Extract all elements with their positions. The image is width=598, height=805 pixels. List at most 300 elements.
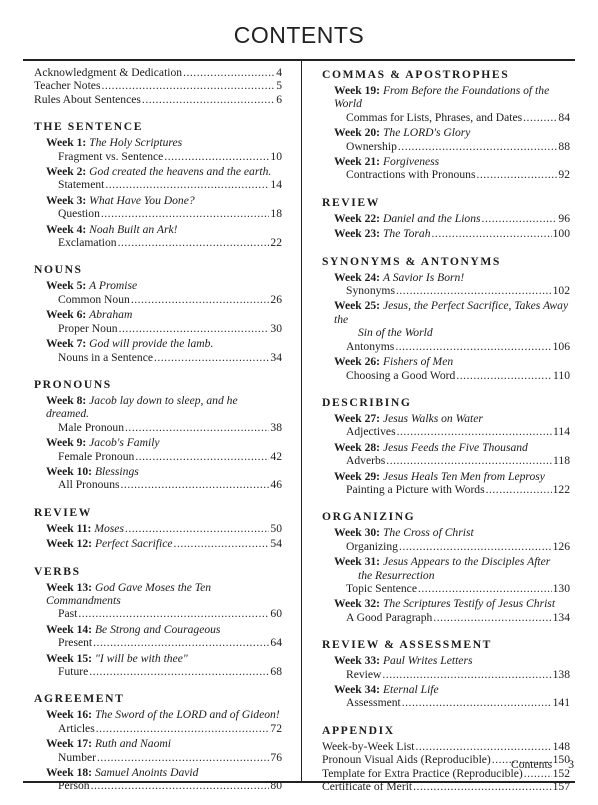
appendix-text: Week-by-Week List [322,739,415,753]
week-line [322,212,570,225]
lesson-text: Commas for Lists, Phrases, and Dates [346,110,523,124]
dot-leader [101,207,270,220]
lesson-text: Number [58,750,96,764]
dot-leader [413,780,551,793]
week-entry [34,337,282,364]
lesson-entry [322,582,570,595]
week-title: Jacob's Family [89,436,160,450]
week-label: Week 2: [46,165,87,179]
page-ref: 92 [558,168,570,182]
front-entry [34,93,282,106]
dot-leader [397,425,552,438]
week-title-line2: the Resurrection [358,568,435,582]
lesson-entry [322,425,570,438]
page-ref: 38 [270,420,282,434]
lesson-entry [322,454,570,467]
lesson-text: All Pronouns [58,478,120,492]
dot-leader [93,636,269,649]
lesson-text: Ownership [346,139,397,153]
lesson-text: Contractions with Pronouns [346,168,476,182]
dot-leader [105,178,269,191]
toc-section [34,118,282,249]
toc-section [322,253,570,382]
week-header [334,212,481,225]
lesson-entry [322,340,570,353]
page-ref: 54 [270,537,282,551]
week-label: Week 20: [334,126,381,140]
week-header [322,683,570,696]
week-header [34,465,282,478]
footer-label: Contents [510,758,553,771]
week-label: Week 30: [334,526,381,540]
week-entry [34,165,282,192]
week-title: God Gave Moses the Ten Commandments [46,580,212,607]
page-ref: 22 [270,236,282,250]
week-label: Week 29: [334,469,381,483]
week-label: Week 14: [46,622,93,636]
lesson-text: Articles [58,721,95,735]
week-title: Jesus Feeds the Five Thousand [382,440,528,454]
toc-section [34,504,282,551]
page-ref: 141 [552,696,570,710]
dot-leader [183,66,275,79]
page-ref: 30 [270,321,282,335]
week-entry [322,212,570,225]
week-label: Week 27: [334,411,381,425]
week-title: Be Strong and Courageous [94,622,221,636]
week-header [46,522,124,535]
lesson-entry [322,284,570,297]
week-title: Abraham [89,308,133,322]
week-line [322,227,570,240]
page-ref: 46 [270,478,282,492]
dot-leader [89,665,269,678]
dot-leader [97,751,269,764]
page-ref: 100 [552,227,570,241]
week-title: Jesus Walks on Water [382,411,483,425]
lesson-text: Proper Noun [58,321,118,335]
week-title: A Savior Is Born! [382,270,465,284]
appendix-text: Template for Extra Practice (Reproducible) [322,766,523,780]
week-line [34,537,282,550]
lesson-entry [34,636,282,649]
page-ref: 106 [552,339,570,353]
week-label: Week 3: [46,193,87,207]
lesson-text: Female Pronoun [58,449,135,463]
lesson-text: Adjectives [346,425,396,439]
dot-leader [154,351,269,364]
week-label: Week 8: [46,393,87,407]
appendix-text: Certificate of Merit [322,780,413,794]
toc-section [322,66,570,182]
toc-section [34,690,282,792]
week-header [34,337,282,350]
dot-leader [396,284,552,297]
week-title: Eternal Life [382,683,439,696]
lesson-entry [34,722,282,735]
page-ref: 68 [270,665,282,678]
dot-leader [101,79,275,92]
section-heading: NOUNS [34,263,83,277]
week-header [34,308,282,321]
toc-section [322,394,570,496]
page-ref: 134 [552,610,570,624]
week-header [322,412,570,425]
toc-section [34,261,282,363]
page-ref: 6 [276,92,282,106]
week-entry [34,766,282,793]
week-label: Week 5: [46,279,87,293]
lesson-text: Exclamation [58,236,117,250]
week-header [34,394,282,421]
week-header [34,136,282,149]
lesson-text: Past [58,607,78,621]
page-title: CONTENTS [233,22,365,48]
week-title: Jesus Appears to the Disciples After [382,555,551,569]
dot-leader [402,696,552,709]
week-header [34,223,282,236]
page-ref: 14 [270,178,282,192]
toc-section [34,376,282,492]
week-entry [34,522,282,535]
week-title: Paul Writes Letters [382,654,473,668]
week-title: What Have You Done? [89,193,195,207]
page-ref: 152 [552,766,570,780]
page-ref: 148 [552,739,570,753]
section-heading: REVIEW [34,505,92,519]
lesson-text: Topic Sentence [346,581,417,595]
section-heading: AGREEMENT [34,692,125,706]
week-label: Week 24: [334,270,381,284]
week-header [34,165,282,178]
lesson-entry [322,611,570,624]
week-title: The Sword of the LORD and of Gideon! [94,708,280,722]
section-heading: REVIEW [322,195,380,209]
week-title: The Holy Scriptures [89,136,183,150]
lesson-entry [34,207,282,220]
top-rule [23,59,575,61]
week-entry [322,227,570,240]
page-ref: 122 [552,482,570,496]
section-heading: VERBS [34,564,81,578]
page-ref: 110 [553,368,570,382]
lesson-text: Statement [58,178,105,192]
week-entry [34,465,282,492]
lesson-entry [322,111,570,124]
dot-leader [476,168,557,181]
dot-leader [121,478,270,491]
lesson-entry [34,178,282,191]
week-label: Week 33: [334,654,381,668]
week-title: Jacob lay down to sleep, and he dreamed. [46,393,238,421]
front-text: Teacher Notes [34,79,101,93]
week-entry [34,737,282,764]
toc-section [322,508,570,624]
week-label: Week 32: [334,597,381,611]
lesson-entry [322,140,570,153]
week-entry [322,683,570,710]
week-entry [322,84,570,124]
page-ref: 88 [558,139,570,153]
week-entry [34,308,282,335]
dot-leader [433,611,551,624]
dot-leader [78,607,269,620]
dot-leader [386,454,552,467]
lesson-text: Choosing a Good Word [346,368,456,382]
section-heading: THE SENTENCE [34,120,144,134]
lesson-entry [322,696,570,709]
week-title: God will provide the lamb. [89,337,214,351]
lesson-entry [34,421,282,434]
toc-section [322,194,570,241]
dot-leader [482,212,558,225]
week-title: Perfect Sacrifice [94,537,173,551]
lesson-text: Nouns in a Sentence [58,350,153,364]
week-title: The Cross of Christ [382,526,474,540]
week-title: The LORD's Glory [382,126,471,140]
dot-leader [418,582,552,595]
dot-leader [131,293,270,306]
dot-leader [164,150,269,163]
page-ref: 80 [270,779,282,793]
week-header [46,537,173,550]
week-title: Moses [94,521,124,535]
week-entry [34,136,282,163]
week-entry [322,126,570,153]
page-ref: 126 [552,539,570,553]
week-header [34,708,282,721]
week-entry [322,155,570,182]
lesson-entry [34,351,282,364]
week-header [322,470,570,483]
week-entry [322,654,570,681]
page-ref: 5 [276,79,282,93]
page-ref: 4 [276,66,282,79]
appendix-entry [322,740,570,753]
lesson-entry [34,665,282,678]
lesson-text: Assessment [346,696,401,710]
section-heading: ORGANIZING [322,510,416,524]
week-header [322,355,570,368]
week-label: Week 31: [334,555,381,569]
appendix-entry [322,780,570,793]
lesson-text: Future [58,665,89,678]
week-title: Jesus Heals Ten Men from Leprosy [382,469,545,483]
week-label: Week 9: [46,436,87,450]
week-header [322,597,570,610]
week-title: Ruth and Naomi [94,737,171,751]
section-heading: DESCRIBING [322,395,412,409]
page-ref: 64 [270,636,282,650]
week-entry [322,526,570,553]
week-entry [322,555,570,595]
lesson-entry [322,540,570,553]
dot-leader [91,779,270,792]
week-label: Week 17: [46,737,93,751]
dot-leader [142,93,275,106]
week-header [322,526,570,539]
front-entry [34,66,282,79]
page-ref: 18 [270,207,282,221]
week-label: Week 34: [334,683,381,696]
week-title: Fishers of Men [382,355,454,369]
week-label: Week 21: [334,155,381,169]
week-entry [34,581,282,621]
week-title: Samuel Anoints David [94,766,199,780]
week-header [322,126,570,139]
dot-leader [135,450,269,463]
page-footer [511,758,574,771]
week-label: Week 6: [46,308,87,322]
dot-leader [118,236,270,249]
week-title: Noah Built an Ark! [89,222,178,236]
lesson-text: Common Noun [58,292,130,306]
week-label: Week 16: [46,708,93,722]
week-header [334,227,431,240]
dot-leader [523,111,557,124]
lesson-text: Review [346,667,382,681]
dot-leader [382,668,551,681]
week-header [34,766,282,779]
dot-leader [119,322,270,335]
dot-leader [486,483,552,496]
week-label: Week 1: [46,136,87,150]
week-entry [34,279,282,306]
dot-leader [456,369,552,382]
week-header [34,194,282,207]
week-label: Week 12: [46,537,93,551]
week-entry [34,708,282,735]
lesson-text: Organizing [346,539,398,553]
lesson-text: Synonyms [346,284,395,298]
week-label: Week 28: [334,440,381,454]
week-label: Week 10: [46,464,93,478]
section-heading: APPENDIX [322,723,395,737]
page-ref: 150 [552,753,570,767]
toc-section [322,636,570,710]
week-entry [322,355,570,382]
week-label: Week 25: [334,299,381,313]
front-entry [34,79,282,92]
week-entry [34,623,282,650]
lesson-text: Antonyms [346,339,395,353]
week-label: Week 22: [334,211,381,225]
lesson-text: A Good Paragraph [346,610,433,624]
week-entry [34,223,282,250]
page-ref: 60 [270,607,282,621]
lesson-entry [34,779,282,792]
week-header [322,155,570,168]
week-title: Jesus, the Perfect Sacrifice, Takes Away the [334,299,569,326]
week-label: Week 19: [334,84,381,97]
lesson-entry [34,450,282,463]
page-ref: 138 [552,667,570,681]
week-entry [322,299,570,353]
lesson-text: Adverbs [346,454,386,468]
week-entry [322,441,570,468]
page-ref: 76 [270,750,282,764]
page-ref: 118 [553,454,570,468]
week-header [34,737,282,750]
week-title: Daniel and the Lions [382,211,481,225]
week-entry [322,271,570,298]
lesson-entry [322,483,570,496]
week-label: Week 15: [46,651,93,665]
dot-leader [398,140,558,153]
dot-leader [125,421,269,434]
week-entry [322,597,570,624]
page-ref: 26 [270,292,282,306]
lesson-entry [34,751,282,764]
section-heading: SYNONYMS & ANTONYMS [322,254,501,268]
week-title: From Before the Foundations of the World [334,84,550,111]
lesson-entry [34,293,282,306]
dot-leader [96,722,270,735]
page-ref: 42 [270,449,282,463]
lesson-entry [34,150,282,163]
left-column [34,66,282,805]
lesson-entry [34,478,282,491]
week-header [34,652,282,665]
page-ref: 72 [270,721,282,735]
dot-leader [415,740,551,753]
dot-leader [125,522,269,535]
lesson-text: Male Pronoun [58,420,125,434]
week-title-line2: Sin of the World [358,326,433,340]
lesson-text: Present [58,636,93,650]
week-header [322,441,570,454]
section-heading: COMMAS & APOSTROPHES [322,68,510,81]
week-header [34,581,282,608]
lesson-text: Question [58,207,100,221]
week-label: Week 18: [46,766,93,780]
page-ref: 50 [270,521,282,535]
lesson-entry [34,607,282,620]
column-divider [301,59,302,781]
week-entry [34,652,282,679]
week-header [322,555,570,568]
lesson-entry [322,668,570,681]
front-text: Rules About Sentences [34,92,141,106]
week-title: A Promise [89,279,138,293]
appendix-text: Pronoun Visual Aids (Reproducible) [322,753,491,767]
dot-leader [395,340,551,353]
week-header [322,654,570,667]
week-header [322,84,570,111]
week-title: Blessings [94,464,139,478]
week-header [34,279,282,292]
lesson-text: Fragment vs. Sentence [58,149,164,163]
week-label: Week 23: [334,227,381,241]
toc-section [34,563,282,679]
week-title: God created the heavens and the earth. [89,165,272,179]
week-header [322,299,570,326]
week-entry [34,537,282,550]
week-title-cont [322,569,570,582]
section-heading: PRONOUNS [34,377,112,391]
week-label: Week 13: [46,580,93,594]
lesson-text: Painting a Picture with Words [346,482,485,496]
lesson-entry [34,322,282,335]
week-header [322,271,570,284]
page-number: 3 [568,758,574,771]
lesson-entry [34,236,282,249]
dot-leader [174,537,270,550]
right-column [322,66,570,805]
page-ref: 84 [558,110,570,124]
page-ref: 34 [270,350,282,364]
page-ref: 102 [552,284,570,298]
